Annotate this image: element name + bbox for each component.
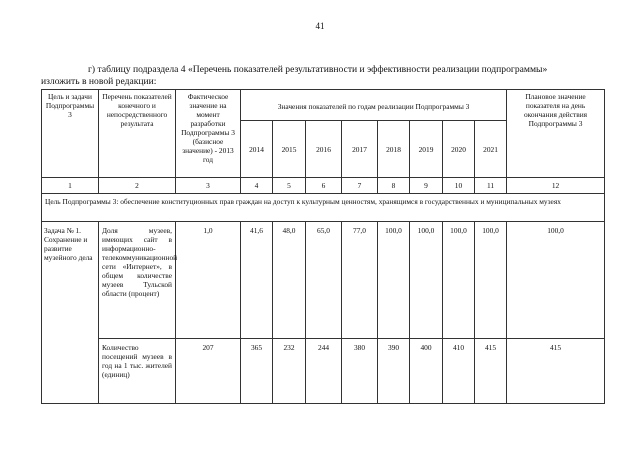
value-cell: 77,0 <box>342 222 378 339</box>
value-cell: 65,0 <box>306 222 342 339</box>
column-number: 7 <box>342 178 378 194</box>
table-row <box>42 339 605 404</box>
header-planned: Плановое значение показателя на день окончания действия Подпрограммы 3 <box>507 90 605 178</box>
column-number-row <box>42 178 605 194</box>
intro-paragraph <box>41 64 606 88</box>
header-baseline: Фактическое значение на момент разработки Подпрограммы 3 (базисное значение) - 2013 год <box>176 90 241 178</box>
column-number: 4 <box>241 178 273 194</box>
table-row <box>42 222 605 339</box>
indicators-table <box>41 89 605 404</box>
goal-text: Цель Подпрограммы 3: обеспечение конституционных прав граждан на доступ к культурным ценностям, хранящимся в государственных и муниципальных музеях <box>42 194 605 222</box>
value-cell: 100,0 <box>378 222 410 339</box>
planned-cell: 100,0 <box>507 222 605 339</box>
value-cell: 232 <box>273 339 306 404</box>
year-cell: 2014 <box>241 121 273 178</box>
column-number: 8 <box>378 178 410 194</box>
column-number: 12 <box>507 178 605 194</box>
column-number: 9 <box>410 178 443 194</box>
value-cell: 100,0 <box>443 222 475 339</box>
baseline-cell: 207 <box>176 339 241 404</box>
value-cell: 100,0 <box>410 222 443 339</box>
value-cell: 244 <box>306 339 342 404</box>
value-cell: 390 <box>378 339 410 404</box>
value-cell: 48,0 <box>273 222 306 339</box>
value-cell: 410 <box>443 339 475 404</box>
column-number: 3 <box>176 178 241 194</box>
header-row <box>42 90 605 121</box>
year-cell: 2021 <box>475 121 507 178</box>
header-indicators: Перечень показателей конечного и непосредственного результата <box>99 90 176 178</box>
goal-row <box>42 194 605 222</box>
value-cell: 400 <box>410 339 443 404</box>
page-number: 41 <box>315 21 325 31</box>
header-values-by-year: Значения показателей по годам реализации Подпрограммы 3 <box>241 90 507 121</box>
year-cell: 2018 <box>378 121 410 178</box>
value-cell: 415 <box>475 339 507 404</box>
value-cell: 41,6 <box>241 222 273 339</box>
year-cell: 2016 <box>306 121 342 178</box>
year-cell: 2017 <box>342 121 378 178</box>
value-cell: 100,0 <box>475 222 507 339</box>
column-number: 1 <box>42 178 99 194</box>
value-cell: 380 <box>342 339 378 404</box>
column-number: 2 <box>99 178 176 194</box>
baseline-cell: 1,0 <box>176 222 241 339</box>
indicator-cell: Доля музеев, имеющих сайт в информационно-телекоммуникационной сети «Интернет», в общем количестве музеев Тульской области (процент) <box>99 222 176 339</box>
column-number: 11 <box>475 178 507 194</box>
intro-line-2: изложить в новой редакции: <box>41 76 157 87</box>
year-cell: 2020 <box>443 121 475 178</box>
header-goal: Цель и задачи Подпрограммы 3 <box>42 90 99 178</box>
value-cell: 365 <box>241 339 273 404</box>
intro-line-1: г) таблицу подраздела 4 «Перечень показателей результативности и эффективности реализации подпрограммы» <box>88 64 548 75</box>
year-cell: 2019 <box>410 121 443 178</box>
year-cell: 2015 <box>273 121 306 178</box>
column-number: 6 <box>306 178 342 194</box>
column-number: 5 <box>273 178 306 194</box>
column-number: 10 <box>443 178 475 194</box>
planned-cell: 415 <box>507 339 605 404</box>
task-cell: Задача № 1. Сохранение и развитие музейного дела <box>42 222 99 404</box>
indicator-cell: Количество посещений музеев в год на 1 тыс. жителей (единиц) <box>99 339 176 404</box>
